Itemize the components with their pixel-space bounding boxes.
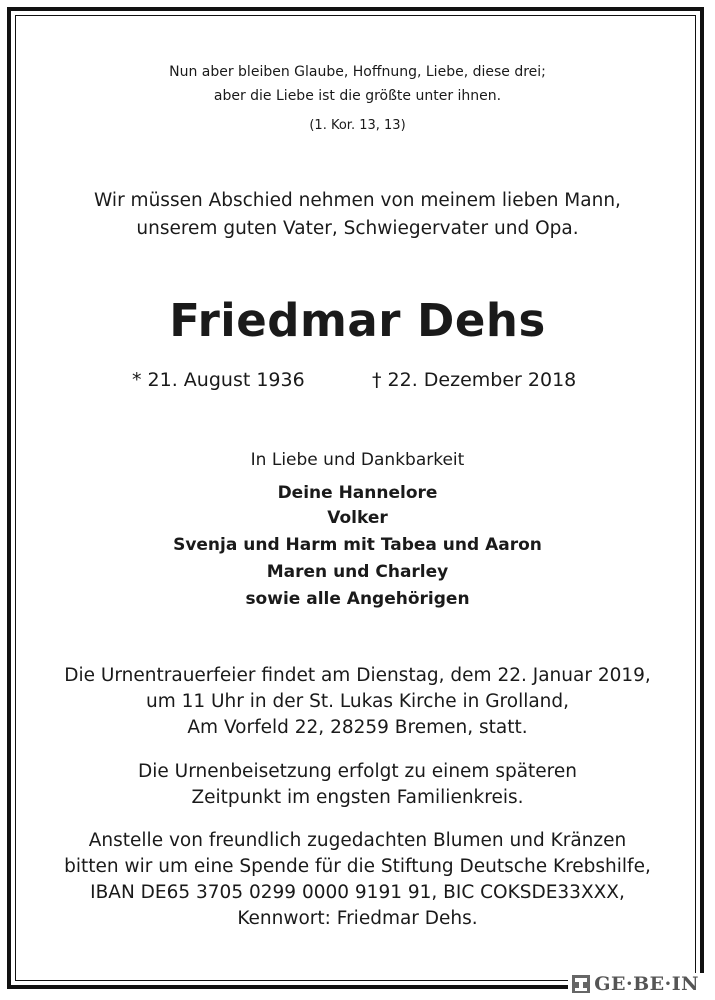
- burial-line-1: Die Urnenbeisetzung erfolgt zu einem späteren: [138, 761, 577, 782]
- intro-line-2: unserem guten Vater, Schwiegervater und Opa.: [136, 218, 579, 239]
- burial-line-2: Zeitpunkt im engsten Familienkreis.: [191, 787, 524, 808]
- logo-text: GE·BE·IN: [594, 973, 699, 995]
- gebein-logo-icon: [572, 975, 590, 993]
- ceremony-line-2: um 11 Uhr in der St. Lukas Kirche in Grolland,: [145, 691, 570, 712]
- mourner-name: Volker: [327, 508, 388, 528]
- publisher-logo: [568, 973, 705, 995]
- intro-line-1: Wir müssen Abschied nehmen von meinem lieben Mann,: [94, 190, 621, 211]
- ceremony-line-1: Die Urnentrauerfeier findet am Dienstag, dem 22. Januar 2019,: [64, 665, 651, 686]
- mourner-name: Deine Hannelore: [277, 483, 438, 503]
- donation-line-4: Kennwort: Friedmar Dehs.: [237, 908, 478, 929]
- mourner-name: Maren und Charley: [266, 562, 449, 582]
- verse-reference: (1. Kor. 13, 13): [309, 118, 406, 133]
- ceremony-line-3: Am Vorfeld 22, 28259 Bremen, statt.: [187, 717, 528, 738]
- verse-line-2: aber die Liebe ist die größte unter ihnen.: [213, 88, 502, 104]
- mourners-heading: In Liebe und Dankbarkeit: [250, 450, 465, 470]
- verse-line-1: Nun aber bleiben Glaube, Hoffnung, Liebe, diese drei;: [169, 64, 546, 80]
- mourner-name: sowie alle Angehörigen: [245, 589, 470, 609]
- mourner-name: Svenja und Harm mit Tabea und Aaron: [173, 535, 542, 555]
- donation-line-1: Anstelle von freundlich zugedachten Blumen und Kränzen: [88, 830, 627, 851]
- donation-line-2: bitten wir um eine Spende für die Stiftung Deutsche Krebshilfe,: [64, 856, 651, 877]
- death-date: † 22. Dezember 2018: [372, 369, 577, 391]
- deceased-name: Friedmar Dehs: [169, 294, 546, 347]
- birth-date: * 21. August 1936: [132, 369, 305, 391]
- donation-line-3: IBAN DE65 3705 0299 0000 9191 91, BIC COKSDE33XXX,: [90, 882, 625, 903]
